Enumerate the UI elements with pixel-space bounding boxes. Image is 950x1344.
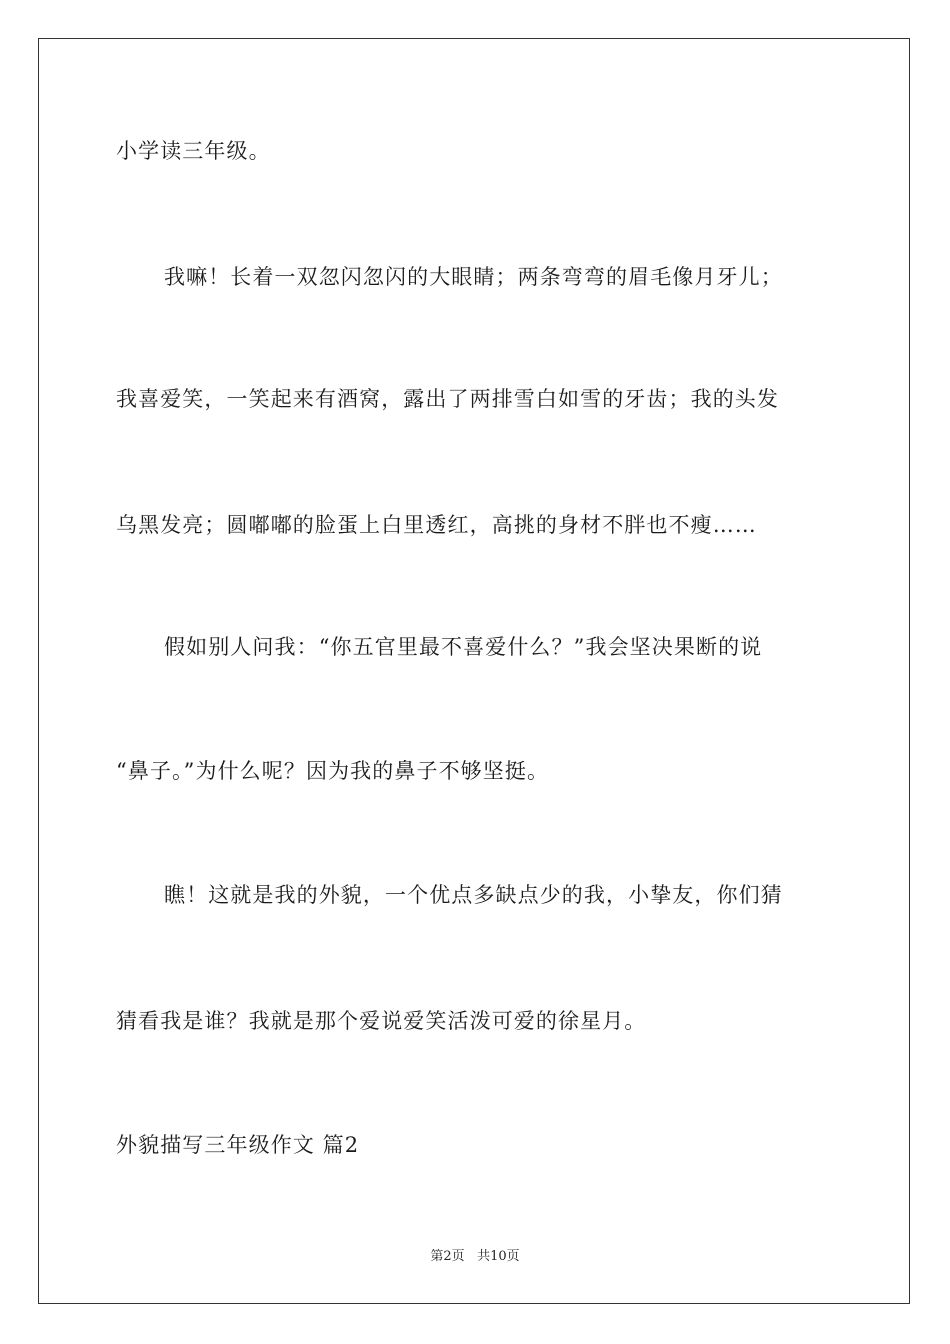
text-line: “鼻子。”为什么呢？因为我的鼻子不够坚挺。 xyxy=(116,759,550,783)
text-line: 小学读三年级。 xyxy=(116,139,271,163)
text-line: 乌黑发亮；圆嘟嘟的脸蛋上白里透红，高挑的身材不胖也不瘦…… xyxy=(116,513,757,537)
page-number: 第2页 xyxy=(430,1249,465,1264)
paragraph-line: 我嘛！长着一双忽闪忽闪的大眼睛；两条弯弯的眉毛像月牙儿； xyxy=(164,265,783,289)
page-total: 共10页 xyxy=(477,1249,520,1264)
text-line: 我喜爱笑，一笑起来有酒窝，露出了两排雪白如雪的牙齿；我的头发 xyxy=(116,387,779,411)
page-footer xyxy=(0,1248,950,1266)
page-border xyxy=(38,38,910,1304)
section-heading: 外貌描写三年级作文 篇2 xyxy=(116,1133,360,1157)
text-line: 猜看我是谁？我就是那个爱说爱笑活泼可爱的徐星月。 xyxy=(116,1009,647,1033)
paragraph-line: 假如别人问我：“你五官里最不喜爱什么？”我会坚决果断的说 xyxy=(164,635,763,659)
paragraph-line: 瞧！这就是我的外貌，一个优点多缺点少的我，小挚友，你们猜 xyxy=(164,883,783,907)
